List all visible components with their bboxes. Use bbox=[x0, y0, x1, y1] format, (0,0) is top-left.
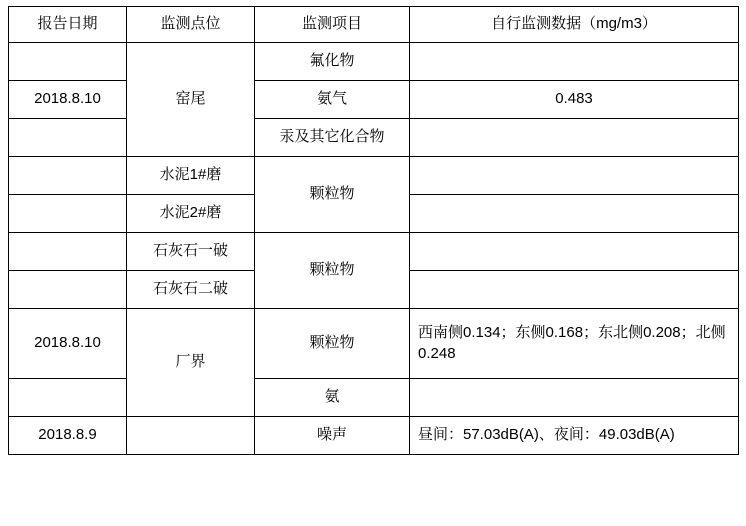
self-monitoring-table bbox=[8, 6, 739, 455]
cell-point: 石灰石二破 bbox=[127, 271, 255, 309]
cell-data bbox=[410, 271, 739, 309]
cell-data bbox=[410, 233, 739, 271]
table-row bbox=[9, 309, 739, 379]
table-row bbox=[9, 233, 739, 271]
cell-point-boundary: 厂界 bbox=[127, 309, 255, 417]
cell-data bbox=[410, 43, 739, 81]
cell-date: 2018.8.10 bbox=[9, 81, 127, 119]
column-header-monitoring-data: 自行监测数据（mg/m3） bbox=[410, 7, 739, 43]
cell-item-particulate-limestone: 颗粒物 bbox=[255, 233, 410, 309]
cell-data: 昼间：57.03dB(A)、夜间：49.03dB(A) bbox=[410, 417, 739, 455]
cell-data bbox=[410, 379, 739, 417]
column-header-monitoring-point: 监测点位 bbox=[127, 7, 255, 43]
cell-date: 2018.8.9 bbox=[9, 417, 127, 455]
cell-point: 水泥1#磨 bbox=[127, 157, 255, 195]
cell-item: 汞及其它化合物 bbox=[255, 119, 410, 157]
cell-point-kiln-tail: 窑尾 bbox=[127, 43, 255, 157]
cell-data: 西南侧0.134；东侧0.168；东北侧0.208；北侧0.248 bbox=[410, 309, 739, 379]
cell-date bbox=[9, 379, 127, 417]
table-row bbox=[9, 379, 739, 417]
cell-date bbox=[9, 195, 127, 233]
cell-item: 氟化物 bbox=[255, 43, 410, 81]
cell-point: 石灰石一破 bbox=[127, 233, 255, 271]
cell-item: 噪声 bbox=[255, 417, 410, 455]
cell-date bbox=[9, 271, 127, 309]
table-row bbox=[9, 119, 739, 157]
table-row bbox=[9, 157, 739, 195]
table-row bbox=[9, 417, 739, 455]
cell-date: 2018.8.10 bbox=[9, 309, 127, 379]
cell-data: 0.483 bbox=[410, 81, 739, 119]
table-header-row bbox=[9, 7, 739, 43]
column-header-report-date: 报告日期 bbox=[9, 7, 127, 43]
cell-item-particulate-cement: 颗粒物 bbox=[255, 157, 410, 233]
table-row bbox=[9, 81, 739, 119]
cell-date bbox=[9, 157, 127, 195]
cell-date bbox=[9, 119, 127, 157]
cell-item: 氨气 bbox=[255, 81, 410, 119]
cell-date bbox=[9, 43, 127, 81]
table-row bbox=[9, 43, 739, 81]
cell-date bbox=[9, 233, 127, 271]
cell-data bbox=[410, 157, 739, 195]
cell-point bbox=[127, 417, 255, 455]
cell-data bbox=[410, 119, 739, 157]
cell-item: 颗粒物 bbox=[255, 309, 410, 379]
cell-point: 水泥2#磨 bbox=[127, 195, 255, 233]
cell-item: 氨 bbox=[255, 379, 410, 417]
column-header-monitoring-item: 监测项目 bbox=[255, 7, 410, 43]
cell-data bbox=[410, 195, 739, 233]
